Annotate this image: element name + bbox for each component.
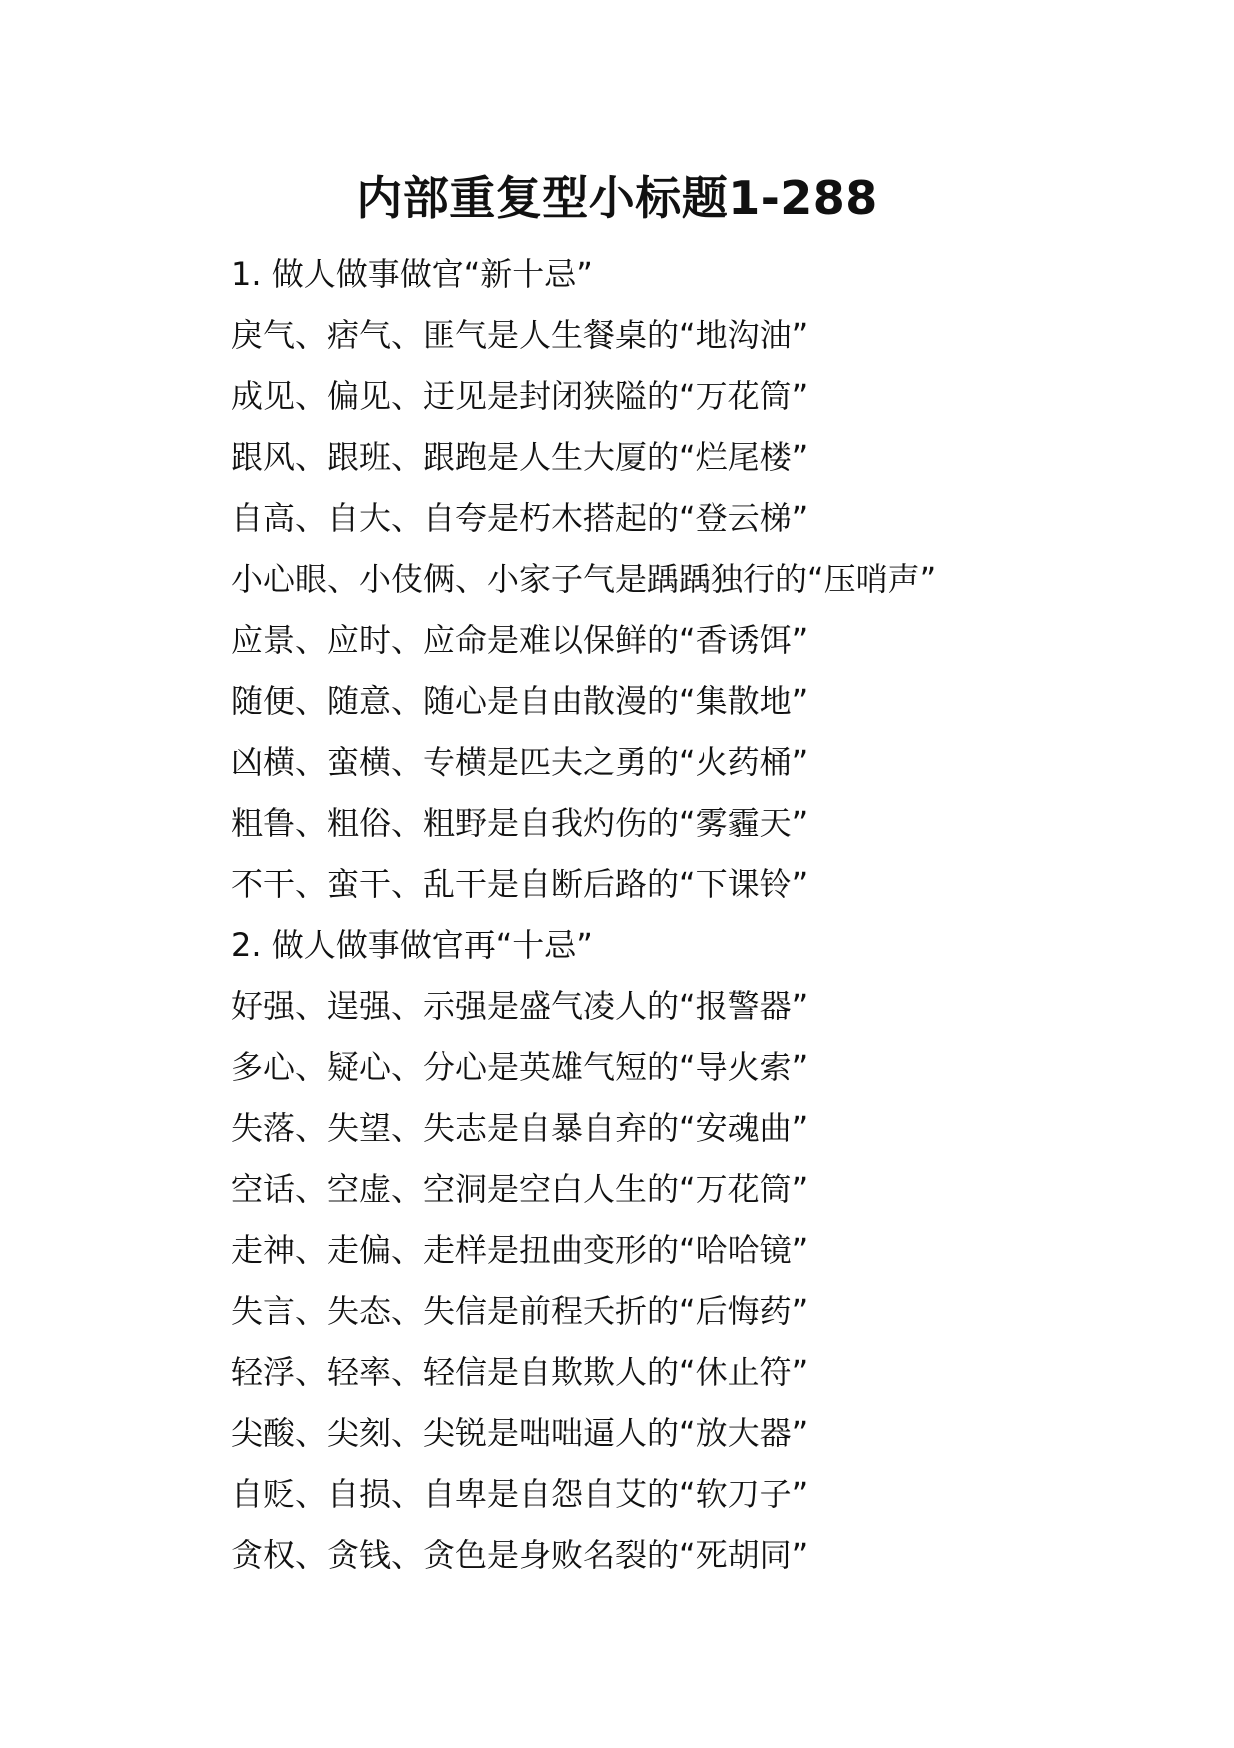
list-item: 不干、蛮干、乱干是自断后路的“下课铃” [231, 865, 809, 903]
list-item: 小心眼、小伎俩、小家子气是踽踽独行的“压哨声” [231, 560, 937, 598]
list-item: 戾气、痞气、匪气是人生餐桌的“地沟油” [231, 316, 809, 354]
document-body [231, 244, 1211, 1586]
list-item: 成见、偏见、迂见是封闭狭隘的“万花筒” [231, 377, 809, 415]
list-item: 自贬、自损、自卑是自怨自艾的“软刀子” [231, 1475, 809, 1513]
list-item: 空话、空虚、空洞是空白人生的“万花筒” [231, 1170, 809, 1208]
list-item: 应景、应时、应命是难以保鲜的“香诱饵” [231, 621, 809, 659]
list-item: 好强、逞强、示强是盛气凌人的“报警器” [231, 987, 809, 1025]
list-item: 随便、随意、随心是自由散漫的“集散地” [231, 682, 809, 720]
list-item: 多心、疑心、分心是英雄气短的“导火索” [231, 1048, 809, 1086]
list-item: 自高、自大、自夸是朽木搭起的“登云梯” [231, 499, 809, 537]
list-item: 尖酸、尖刻、尖锐是咄咄逼人的“放大器” [231, 1414, 809, 1452]
list-item: 失落、失望、失志是自暴自弃的“安魂曲” [231, 1109, 809, 1147]
list-item: 贪权、贪钱、贪色是身败名裂的“死胡同” [231, 1536, 809, 1574]
list-item: 走神、走偏、走样是扭曲变形的“哈哈镜” [231, 1231, 809, 1269]
section-heading-2: 2. 做人做事做官再“十忌” [231, 926, 593, 964]
section-heading-1: 1. 做人做事做官“新十忌” [231, 255, 593, 293]
list-item: 凶横、蛮横、专横是匹夫之勇的“火药桶” [231, 743, 809, 781]
list-item: 粗鲁、粗俗、粗野是自我灼伤的“雾霾天” [231, 804, 809, 842]
list-item: 跟风、跟班、跟跑是人生大厦的“烂尾楼” [231, 438, 809, 476]
list-item: 失言、失态、失信是前程夭折的“后悔药” [231, 1292, 809, 1330]
list-item: 轻浮、轻率、轻信是自欺欺人的“休止符” [231, 1353, 809, 1391]
document-title: 内部重复型小标题1-288 [356, 171, 878, 225]
